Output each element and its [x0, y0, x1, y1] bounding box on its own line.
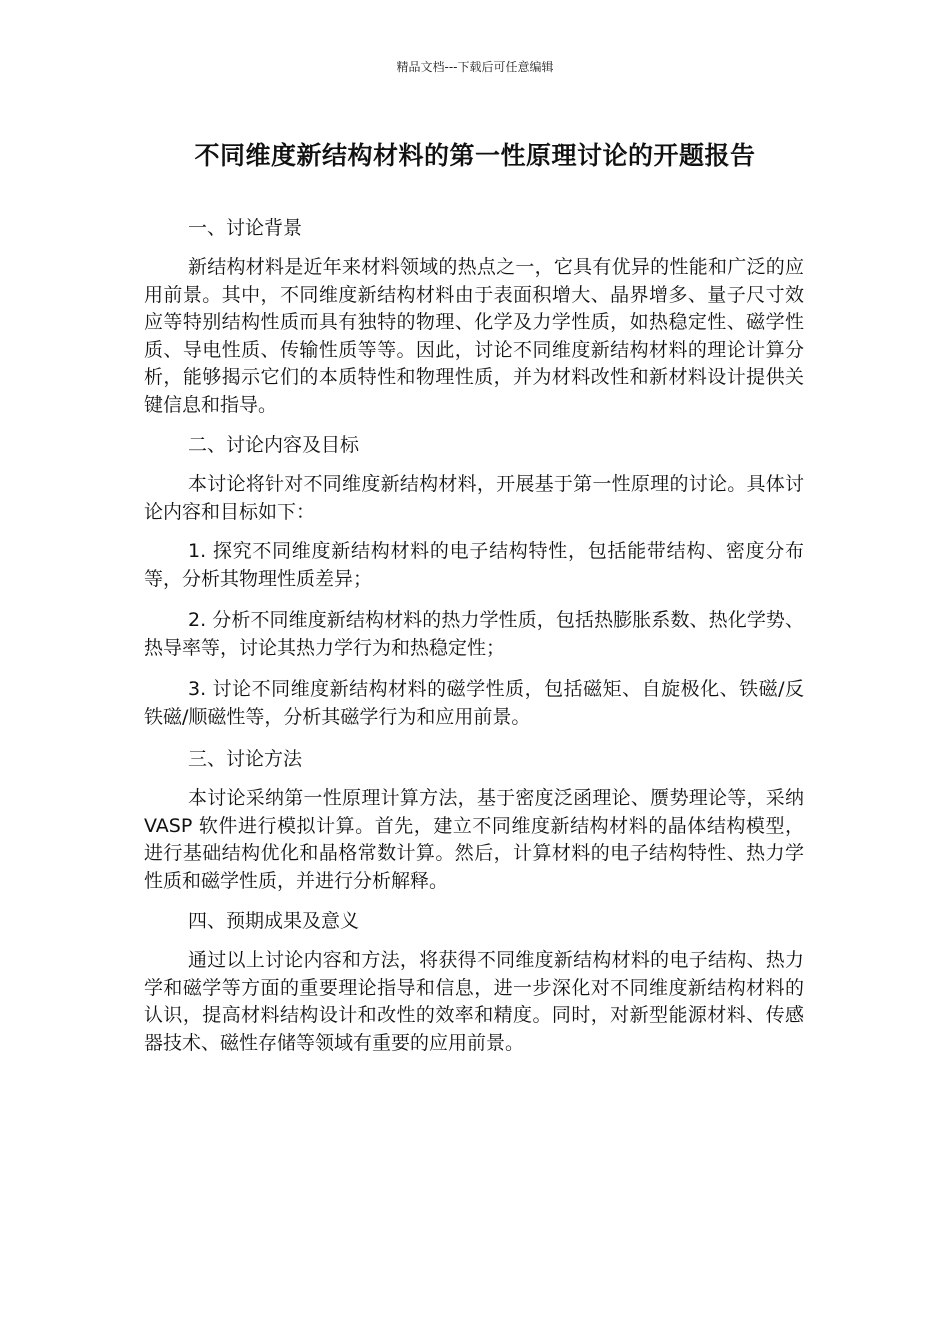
section-methods [144, 745, 804, 895]
paragraph-methods: 本讨论采纳第一性原理计算方法，基于密度泛函理论、赝势理论等，采纳 VASP 软件进行模拟计算。首先，建立不同维度新结构材料的晶体结构模型，进行基础结构优化和晶格常数计算。然后，计算材料的电子结构特性、热力学性质和磁学性质，并进行分析解释。 [144, 787, 804, 892]
paragraph-background: 新结构材料是近年来材料领域的热点之一，它具有优异的性能和广泛的应用前景。其中，不同维度新结构材料由于表面积增大、晶界增多、量子尺寸效应等特别结构性质而具有独特的物理、化学及力学性质，如热稳定性、磁学性质、导电性质、传输性质等等。因此，讨论不同维度新结构材料的理论计算分析，能够揭示它们的本质特性和物理性质，并为材料改性和新材料设计提供关键信息和指导。 [144, 256, 804, 416]
section-background [144, 214, 804, 419]
section-content-goals [144, 431, 804, 731]
section-heading-background: 一、讨论背景 [188, 217, 303, 239]
list-item-magnetism: 3. 讨论不同维度新结构材料的磁学性质，包括磁矩、自旋极化、铁磁/反铁磁/顺磁性等，分析其磁学行为和应用前景。 [144, 678, 804, 728]
document-title: 不同维度新结构材料的第一性原理讨论的开题报告 [194, 141, 756, 170]
list-item-electronic-structure: 1. 探究不同维度新结构材料的电子结构特性，包括能带结构、密度分布等，分析其物理性质差异； [144, 540, 804, 590]
header-note: 精品文档---下载后可任意编辑 [396, 60, 554, 74]
paragraph-expected-results: 通过以上讨论内容和方法，将获得不同维度新结构材料的电子结构、热力学和磁学等方面的重要理论指导和信息，进一步深化对不同维度新结构材料的认识，提高材料结构设计和改性的效率和精度。同时，对新型能源材料、传感器技术、磁性存储等领域有重要的应用前景。 [144, 949, 804, 1054]
document-body [144, 214, 804, 1069]
list-item-thermodynamics: 2. 分析不同维度新结构材料的热力学性质，包括热膨胀系数、热化学势、热导率等，讨论其热力学行为和热稳定性； [144, 609, 804, 659]
section-expected-results [144, 907, 804, 1057]
section-heading-content-goals: 二、讨论内容及目标 [188, 434, 360, 456]
section-heading-expected-results: 四、预期成果及意义 [188, 910, 360, 932]
section-heading-methods: 三、讨论方法 [188, 748, 303, 770]
paragraph-content-goals: 本讨论将针对不同维度新结构材料，开展基于第一性原理的讨论。具体讨论内容和目标如下： [144, 473, 804, 523]
